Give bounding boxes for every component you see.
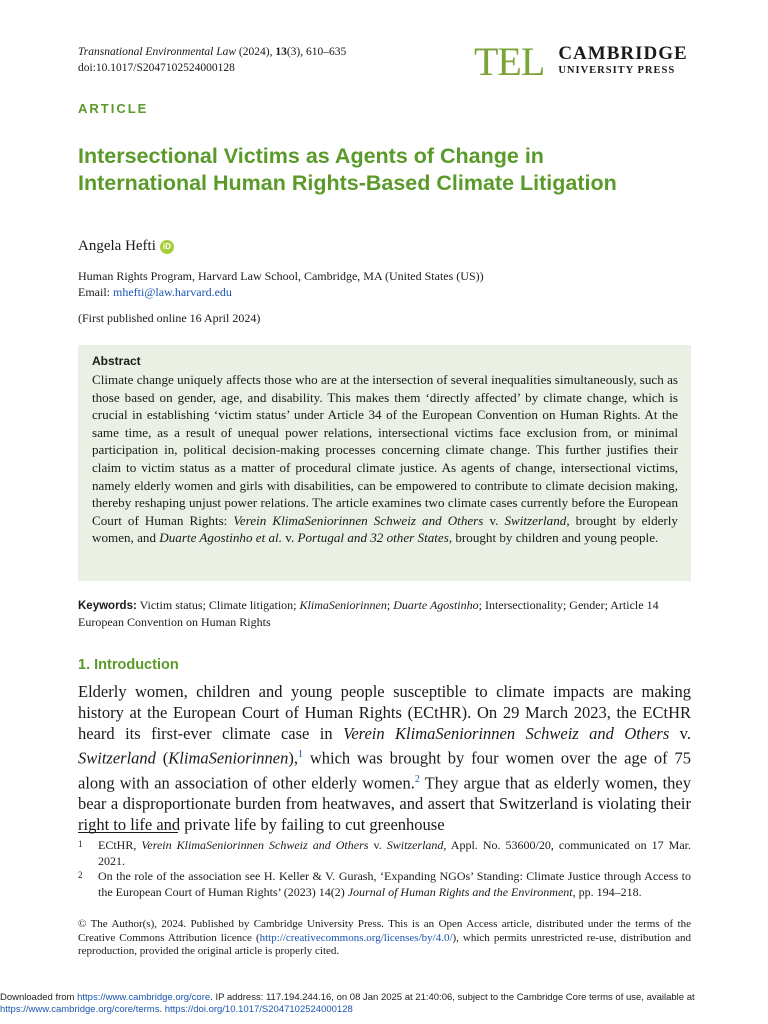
cambridge-logo: CAMBRIDGE UNIVERSITY PRESS (558, 42, 688, 76)
email-link[interactable]: mhefti@law.harvard.edu (113, 285, 232, 299)
doi: doi:10.1017/S2047102524000128 (78, 62, 235, 74)
keywords: Keywords: Victim status; Climate litigation; KlimaSeniorinnen; Duarte Agostinho; Intersectionality; Gender; Article 14 European Convention on Human Rights (78, 598, 659, 629)
terms-link[interactable]: https://www.cambridge.org/core/terms (0, 1004, 160, 1015)
affiliation-text: Human Rights Program, Harvard Law School, Cambridge, MA (United States (US)) (78, 269, 484, 283)
body-paragraph: Elderly women, children and young people susceptible to climate impacts are making history at the European Court of Human Rights (ECtHR). On 29 March 2023, the ECtHR heard its first-ever climate case in Verein KlimaSeniorinnen Schweiz and Others v. Switzerland (KlimaSeniorinnen),$^1$ which was brought by four women over the age of 75 along with an association of other elderly women.$^2$ They argue that as elderly women, they bear a disproportionate burden from heatwaves, and assert that Switzerland is violating their right to life and private life by failing to cut greenhouse (78, 682, 691, 834)
author-affiliation: Human Rights Program, Harvard Law School, Cambridge, MA (United States (US)) Email: mhefti@law.harvard.edu (78, 269, 484, 299)
publication-date: (First published online 16 April 2024) (78, 311, 261, 325)
journal-name: Transnational Environmental Law (78, 46, 237, 58)
author-line (78, 238, 174, 255)
doi-link[interactable]: https://doi.org/10.1017/S2047102524000128 (164, 1004, 353, 1015)
footnote-2: 2 On the role of the association see H. Keller & V. Gurash, ‘Expanding NGOs’ Standing: Climate Justice through Access to the European Court of Human Rights’ (2023) 14(2) Journal of Human Rights and the Environment, pp. 194–218. (78, 869, 691, 899)
abstract-heading: Abstract (92, 354, 141, 368)
footnote-ref-1[interactable]: 1 (298, 749, 303, 760)
article-title: Intersectional Victims as Agents of Change in International Human Rights-Based Climate Litigation (78, 144, 617, 195)
footnote-divider (78, 832, 178, 833)
footnote-1: 1 ECtHR, Verein KlimaSeniorinnen Schweiz and Others v. Switzerland, Appl. No. 53600/20, communicated on 17 Mar. 2021. (78, 838, 691, 868)
download-footer: Downloaded from https://www.cambridge.org/core. IP address: 117.194.244.16, on 08 Jan 2025 at 21:40:06, subject to the Cambridge Core terms of use, available at https://www.cambridge.org/core/terms. https://doi.org/10.1017/S2047102524000128 (0, 992, 695, 1015)
abstract-text: Climate change uniquely affects those who are at the intersection of several inequalities simultaneously, such as those based on gender, age, and disability. This makes them ‘directly affected’ by climate change, which is crucial in establishing ‘victim status’ under Article 34 of the European Convention on Human Rights. At the same time, as a result of unequal power relations, intersectional victims face exclusion from, or minimal participation in, political decision-making processes concerning climate change. This further justifies their claim to victim status as a matter of procedural climate justice. As agents of change, intersectional victims, namely elderly women and girls with disabilities, can be empowered to contribute to climate decision making, thereby reshaping unjust power relations. The article examines two climate cases currently before the European Court of Human Rights: Verein KlimaSeniorinnen Schweiz and Others v. Switzerland, brought by elderly women, and Duarte Agostinho et al. v. Portugal and 32 other States, brought by children and young people. (92, 372, 678, 546)
license-link[interactable]: http://creativecommons.org/licenses/by/4.0/ (259, 931, 453, 944)
journal-volume: 13 (275, 46, 287, 58)
author-name: Angela Hefti (78, 238, 156, 254)
license-notice: © The Author(s), 2024. Published by Cambridge University Press. This is an Open Access article, distributed under the terms of the Creative Commons Attribution licence (http://creativecommons.org/licenses/by/4.0/), which permits unrestricted re-use, distribution and reproduction, provided the original article is properly cited. (78, 918, 691, 957)
keywords-label: Keywords: (78, 600, 137, 612)
footnote-ref-2[interactable]: 2 (414, 773, 420, 785)
section-heading: 1. Introduction (78, 657, 179, 673)
orcid-icon[interactable]: iD (160, 240, 174, 254)
journal-citation: Transnational Environmental Law (2024), 13(3), 610–635 doi:10.1017/S2047102524000128 (78, 46, 347, 74)
publisher-logo (474, 39, 688, 84)
cambridge-core-link[interactable]: https://www.cambridge.org/core (77, 992, 211, 1003)
article-type-label: ARTICLE (78, 101, 149, 116)
tel-logo: TEL (474, 39, 545, 84)
abstract-box (78, 345, 691, 581)
